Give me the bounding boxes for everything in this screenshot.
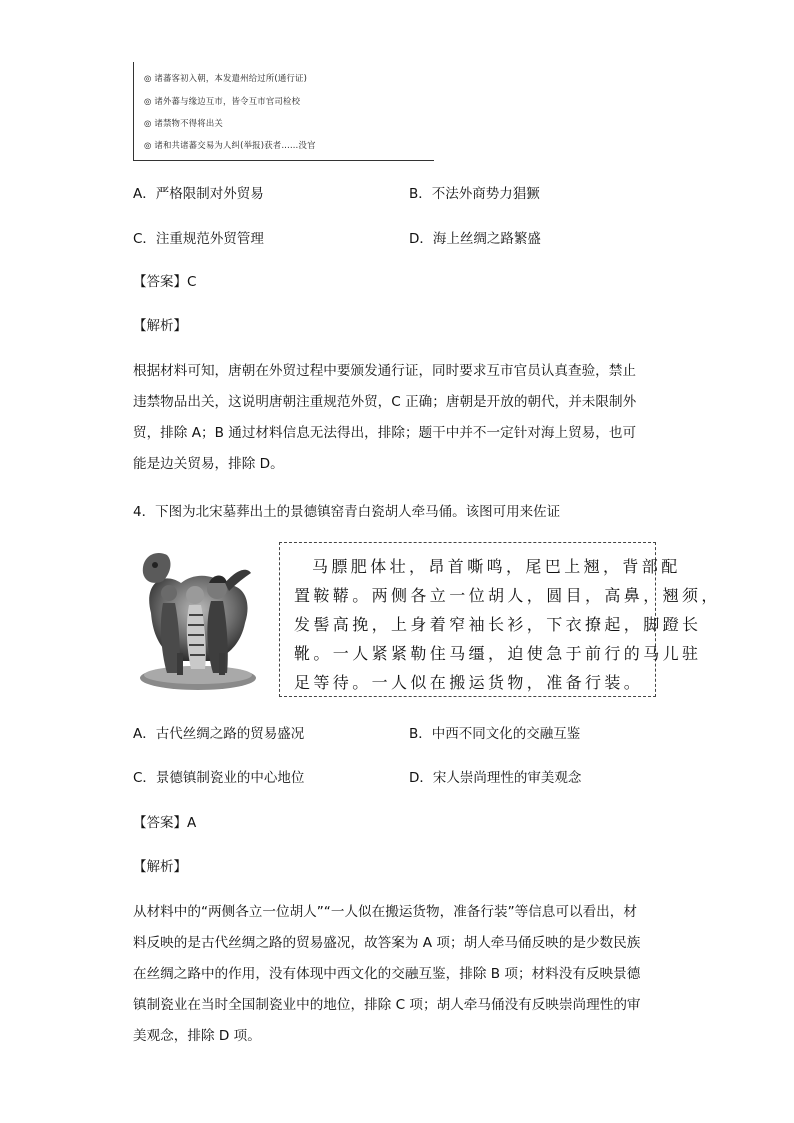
q3-analysis-line: 违禁物品出关，这说明唐朝注重规范外贸，C 正确；唐朝是开放的朝代，并未限制外 [133,394,637,410]
q3-analysis-line: 贸，排除 A；B 通过材料信息无法得出，排除；题干中并不一定针对海上贸易，也可 [133,425,637,441]
q4-analysis-line: 美观念，排除 D 项。 [133,1028,261,1044]
q3-analysis-line: 能是边关贸易，排除 D。 [133,456,284,472]
q4-option-d: D．宋人崇尚理性的审美观念 [409,770,582,786]
quote-line: 发髻高挽，上身着窄袖长衫，下衣撩起，脚蹬长 [294,615,702,634]
q4-analysis-line: 在丝绸之路中的作用，没有体现中西文化的交融互鉴，排除 B 项；材料没有反映景德 [133,966,641,982]
material-line: ◎ 诸蕃客初入朝，本发遣州给过所(通行证) [144,73,308,83]
q3-option-c: C．注重规范外贸管理 [133,231,264,247]
q4-analysis-label: 【解析】 [133,859,187,875]
q4-analysis-line: 料反映的是古代丝绸之路的贸易盛况，故答案为 A 项；胡人牵马俑反映的是少数民族 [133,935,641,951]
q4-option-b: B．中西不同文化的交融互鉴 [409,726,581,742]
quote-line: 置鞍鞯。两侧各立一位胡人，圆目，高鼻，翘须， [294,586,721,605]
q4-stem: 4．下图为北宋墓葬出土的景德镇窑青白瓷胡人牵马俑。该图可用来佐证 [133,504,561,520]
q3-analysis-label: 【解析】 [133,318,187,334]
q4-material-quote-box [279,542,721,697]
q3-answer: 【答案】C [133,274,197,290]
q4-answer: 【答案】A [133,815,197,831]
q4-option-a: A．古代丝绸之路的贸易盛况 [133,726,305,742]
q4-option-c: C．景德镇制瓷业的中心地位 [133,770,305,786]
q3-option-b: B．不法外商势力猖獗 [409,186,540,202]
quote-line: 足等待。一人似在搬运货物，准备行装。 [294,673,644,692]
material-excerpt-box [133,62,434,161]
quote-line: 靴。一人紧紧勒住马缰，迫使急于前行的马儿驻 [294,644,702,663]
q3-analysis-line: 根据材料可知，唐朝在外贸过程中要颁发通行证，同时要求互市官员认真查验，禁止 [133,363,636,379]
quote-line: 马膘肥体壮，昂首嘶鸣，尾巴上翘，背部配 [312,557,681,576]
material-line: ◎ 诸和共诸蕃交易为人纠(举报)获者……没官 [144,140,316,150]
material-line: ◎ 诸禁物不得将出关 [144,118,223,128]
q3-option-a: A．严格限制对外贸易 [133,186,264,202]
q4-analysis-line: 从材料中的“两侧各立一位胡人”“一人似在搬运货物，准备行装”等信息可以看出，材 [133,904,637,920]
q3-option-d: D．海上丝绸之路繁盛 [409,231,541,247]
material-line: ◎ 诸外蕃与缘边互市，皆令互市官司检校 [144,96,301,106]
q4-analysis-line: 镇制瓷业在当时全国制瓷业中的地位，排除 C 项；胡人牵马俑没有反映崇尚理性的审 [133,997,641,1013]
figurine-illustration [133,543,263,695]
figurine-photo [133,543,263,695]
